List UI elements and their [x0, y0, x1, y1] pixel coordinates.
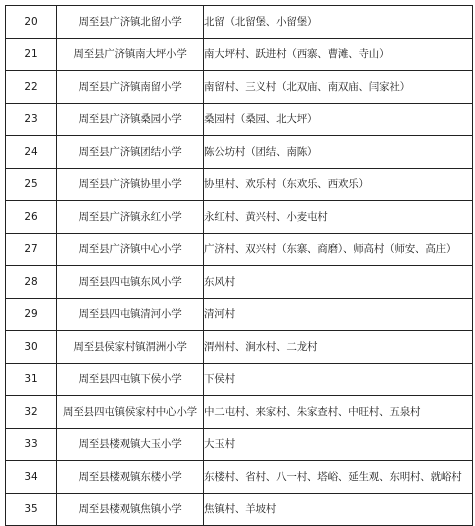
table-row	[6, 6, 473, 39]
table-row	[6, 71, 473, 104]
school-name: 周至县楼观镇焦镇小学	[57, 493, 204, 526]
village-list: 桑园村（桑园、北大坪）	[204, 103, 473, 136]
row-number: 32	[6, 396, 57, 429]
school-name: 周至县广济镇团结小学	[57, 136, 204, 169]
table-row	[6, 168, 473, 201]
table-row	[6, 461, 473, 494]
school-name: 周至县广济镇南留小学	[57, 71, 204, 104]
table-row	[6, 38, 473, 71]
village-list: 广济村、双兴村（东寨、商磨）、师高村（师安、高庄）	[204, 233, 473, 266]
row-number: 24	[6, 136, 57, 169]
table-row	[6, 233, 473, 266]
table-row	[6, 298, 473, 331]
village-list: 北留（北留堡、小留堡）	[204, 6, 473, 39]
table-row	[6, 201, 473, 234]
school-name: 周至县四屯镇下侯小学	[57, 363, 204, 396]
table-row	[6, 396, 473, 429]
row-number: 25	[6, 168, 57, 201]
row-number: 26	[6, 201, 57, 234]
row-number: 30	[6, 331, 57, 364]
village-list: 中二屯村、来家村、朱家查村、中旺村、五泉村	[204, 396, 473, 429]
village-list: 渭州村、涧水村、二龙村	[204, 331, 473, 364]
village-list: 协里村、欢乐村（东欢乐、西欢乐）	[204, 168, 473, 201]
row-number: 28	[6, 266, 57, 299]
table-body	[6, 6, 473, 526]
table-row	[6, 266, 473, 299]
row-number: 35	[6, 493, 57, 526]
school-district-table	[5, 5, 473, 526]
village-list: 永红村、黄兴村、小麦屯村	[204, 201, 473, 234]
school-name: 周至县广济镇永红小学	[57, 201, 204, 234]
village-list: 东楼村、省村、八一村、塔峪、延生观、东明村、就峪村	[204, 461, 473, 494]
row-number: 27	[6, 233, 57, 266]
table-row	[6, 103, 473, 136]
row-number: 23	[6, 103, 57, 136]
table-row	[6, 331, 473, 364]
row-number: 31	[6, 363, 57, 396]
village-list: 下侯村	[204, 363, 473, 396]
school-name: 周至县广济镇中心小学	[57, 233, 204, 266]
table-row	[6, 428, 473, 461]
table-row	[6, 136, 473, 169]
row-number: 20	[6, 6, 57, 39]
village-list: 南大坪村、跃进村（西寨、曹滩、寺山）	[204, 38, 473, 71]
school-name: 周至县四屯镇东风小学	[57, 266, 204, 299]
school-name: 周至县广济镇南大坪小学	[57, 38, 204, 71]
village-list: 东风村	[204, 266, 473, 299]
school-name: 周至县侯家村镇渭洲小学	[57, 331, 204, 364]
school-name: 周至县四屯镇侯家村中心小学	[57, 396, 204, 429]
school-name: 周至县楼观镇东楼小学	[57, 461, 204, 494]
school-name: 周至县四屯镇清河小学	[57, 298, 204, 331]
school-name: 周至县广济镇北留小学	[57, 6, 204, 39]
table-row	[6, 493, 473, 526]
school-name: 周至县广济镇桑园小学	[57, 103, 204, 136]
table-row	[6, 363, 473, 396]
village-list: 大玉村	[204, 428, 473, 461]
row-number: 21	[6, 38, 57, 71]
row-number: 22	[6, 71, 57, 104]
row-number: 34	[6, 461, 57, 494]
row-number: 33	[6, 428, 57, 461]
village-list: 南留村、三义村（北双庙、南双庙、闫家社）	[204, 71, 473, 104]
row-number: 29	[6, 298, 57, 331]
village-list: 陈公坊村（团结、南陈）	[204, 136, 473, 169]
school-district-table-page	[5, 5, 473, 526]
village-list: 清河村	[204, 298, 473, 331]
school-name: 周至县楼观镇大玉小学	[57, 428, 204, 461]
school-name: 周至县广济镇协里小学	[57, 168, 204, 201]
village-list: 焦镇村、羊坡村	[204, 493, 473, 526]
